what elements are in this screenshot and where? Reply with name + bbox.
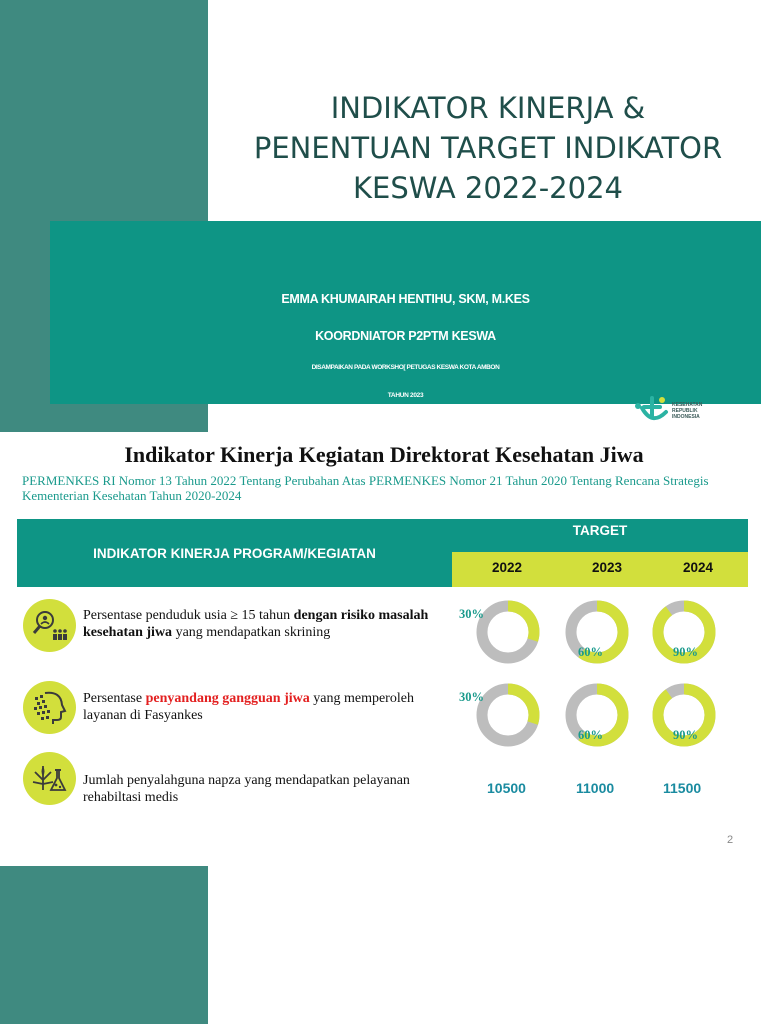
indicator-2-part-1: Persentase <box>83 691 146 706</box>
indicator-column-label: INDIKATOR KINERJA PROGRAM/KEGIATAN <box>93 546 376 561</box>
title-line-1: INDIKATOR KINERJA & <box>330 91 646 125</box>
indicator-1-part-2: dengan risiko masalah kesehatan jiwa <box>83 608 429 640</box>
indicator-slide <box>0 432 768 864</box>
donut-label-1-2023: 60% <box>578 645 603 659</box>
delivered-note: DISAMPAIKAN PADA WORKSHO[ PETUGAS KESWA KOTA AMBON <box>311 364 500 371</box>
head-brain-icon <box>23 681 76 734</box>
logo-line-3: INDONESIA <box>672 414 700 420</box>
target-value-2023: 11000 <box>576 780 615 796</box>
indicator-1-text <box>83 607 433 641</box>
ministry-logo <box>632 392 712 428</box>
presenter-name: EMMA KHUMAIRAH HENTIHU, SKM, M.KES <box>281 292 530 306</box>
ministry-logo-text <box>672 402 702 420</box>
donut-label-2-2023: 60% <box>578 728 603 742</box>
donut-label-1-2022: 30% <box>459 607 484 621</box>
year-header-row <box>452 552 748 587</box>
year-2022: 2022 <box>492 560 523 575</box>
target-label: TARGET <box>572 523 628 538</box>
indicator-2-text <box>83 690 433 724</box>
donut-label-2-2024: 90% <box>673 728 698 742</box>
presenter-role: KOORDNIATOR P2PTM KESWA <box>315 329 496 343</box>
drug-rehab-icon <box>23 752 76 805</box>
donut-label-2-2022: 30% <box>459 690 484 704</box>
indicator-1-part-3: yang mendapatkan skrining <box>172 625 331 640</box>
year-2023: 2023 <box>592 560 623 575</box>
next-slide-partial <box>0 864 768 1024</box>
indicator-2-part-3: yang memperoleh layanan di Fasyankes <box>83 691 414 723</box>
logo-line-1: KESEHATAN <box>672 402 703 408</box>
presenter-band <box>50 221 761 404</box>
donut-label-1-2024: 90% <box>673 645 698 659</box>
logo-line-2: REPUBLIK <box>672 408 698 414</box>
target-value-2024: 11500 <box>663 780 702 796</box>
title-line-3: KESWA 2022-2024 <box>353 171 623 205</box>
screening-icon <box>23 599 76 652</box>
indicator-2-part-2: penyandang gangguan jiwa <box>145 691 310 706</box>
left-decor-bar-next <box>0 866 208 1024</box>
ministry-logo-icon <box>632 392 672 428</box>
title-slide <box>0 0 768 432</box>
indicator-3-part-1: Jumlah penyalahguna napza yang mendapatkan pelayanan rehabiltasi medis <box>83 773 410 805</box>
target-header <box>452 519 748 552</box>
indicator-1-part-1: Persentase penduduk usia ≥ 15 tahun <box>83 608 294 623</box>
indicator-column-header <box>17 519 452 587</box>
indicator-3-text <box>83 772 433 806</box>
target-value-2022: 10500 <box>487 780 526 796</box>
slide-subtitle: PERMENKES RI Nomor 13 Tahun 2022 Tentang Perubahan Atas PERMENKES Nomor 21 Tahun 2020 Tentang Rencana Strategis Kementerian Kesehatan Tahun 2020-2024 <box>22 473 709 503</box>
title-line-2: PENENTUAN TARGET INDIKATOR <box>253 131 723 165</box>
page-number: 2 <box>727 834 734 846</box>
slide-title: Indikator Kinerja Kegiatan Direktorat Kesehatan Jiwa <box>124 442 644 467</box>
presentation-year: TAHUN 2023 <box>387 392 424 399</box>
slide-title <box>208 88 768 208</box>
year-2024: 2024 <box>683 560 714 575</box>
